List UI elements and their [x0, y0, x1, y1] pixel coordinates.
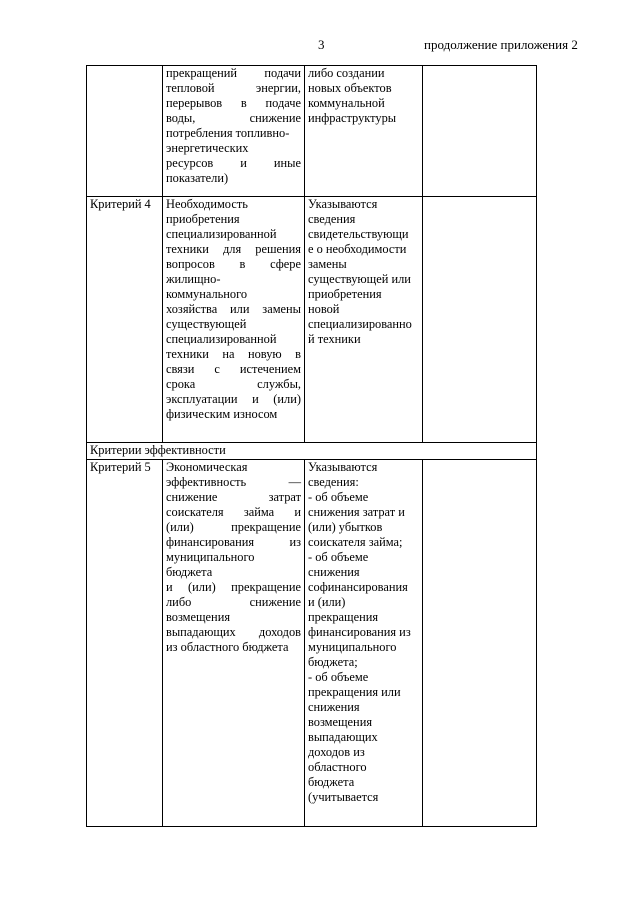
- text-line: новой: [308, 302, 340, 316]
- text-line: снижения затрат и: [308, 505, 405, 519]
- text-line: показатели): [166, 171, 229, 185]
- text-line: е о необходимости: [308, 242, 407, 256]
- criterion-4-empty: [423, 197, 537, 443]
- text-line: (учитывается: [308, 790, 379, 804]
- text-line: бюджета: [308, 775, 355, 789]
- text-line: либо снижение: [166, 595, 301, 609]
- text-line: существующей: [166, 317, 247, 331]
- text-line: (или) убытков: [308, 520, 383, 534]
- text-line: - об объеме: [308, 670, 369, 684]
- text-line: инфраструктуры: [308, 111, 397, 125]
- text-line: сведения:: [308, 475, 359, 489]
- text-line: замены: [308, 257, 347, 271]
- text-line: приобретения: [166, 212, 240, 226]
- text-line: муниципального: [166, 550, 255, 564]
- text-line: Необходимость: [166, 197, 248, 211]
- text-line: свидетельствующи: [308, 227, 409, 241]
- continuation-note: продолжение приложения 2: [424, 37, 578, 52]
- criteria-table: [86, 65, 537, 827]
- text-line: существующей или: [308, 272, 411, 286]
- carryover-label-cell: [87, 66, 163, 197]
- text-line: либо создании: [308, 66, 385, 80]
- text-line: жилищно-: [166, 272, 221, 286]
- text-line: Указываются: [308, 460, 378, 474]
- text-line: специализированной: [166, 227, 277, 241]
- text-line: связи с истечением: [166, 362, 301, 376]
- text-line: прекращений подачи: [166, 66, 301, 80]
- text-line: муниципального: [308, 640, 397, 654]
- text-line: финансирования из: [308, 625, 411, 639]
- text-line: - об объеме: [308, 550, 369, 564]
- text-line: приобретения: [308, 287, 382, 301]
- text-line: перерывов в подаче: [166, 96, 301, 110]
- text-line: снижения: [308, 700, 360, 714]
- text-line: новых объектов: [308, 81, 392, 95]
- text-line: хозяйства или замены: [166, 302, 301, 316]
- text-line: ресурсов и иные: [166, 156, 301, 170]
- criterion-4-info: [305, 197, 423, 443]
- section-title: Критерии эффективности: [87, 443, 537, 460]
- table-row-section: [87, 443, 537, 460]
- criterion-5-info: [305, 460, 423, 827]
- text-line: софинансирования: [308, 580, 408, 594]
- text-line: прекращения или: [308, 685, 401, 699]
- text-line: выпадающих доходов: [166, 625, 301, 639]
- text-line: - об объеме: [308, 490, 369, 504]
- criterion-4-description: [163, 197, 305, 443]
- text-line: соискателя займа;: [308, 535, 403, 549]
- text-line: (или) прекращение: [166, 520, 301, 534]
- text-line: техники для решения: [166, 242, 301, 256]
- text-line: коммунальной: [308, 96, 385, 110]
- text-line: выпадающих: [308, 730, 378, 744]
- text-line: тепловой энергии,: [166, 81, 301, 95]
- text-line: снижения: [308, 565, 360, 579]
- text-line: бюджета: [166, 565, 213, 579]
- table-row-criterion-5: [87, 460, 537, 827]
- text-line: физическим износом: [166, 407, 278, 421]
- text-line: прекращения: [308, 610, 379, 624]
- table-row-carryover: [87, 66, 537, 197]
- text-line: техники на новую в: [166, 347, 301, 361]
- text-line: потребления топливно-: [166, 126, 290, 140]
- table-row-criterion-4: [87, 197, 537, 443]
- text-line: возмещения: [308, 715, 373, 729]
- text-line: специализированной: [166, 332, 277, 346]
- text-line: й техники: [308, 332, 361, 346]
- text-line: энергетических: [166, 141, 249, 155]
- carryover-description-cell: [163, 66, 305, 197]
- text-line: специализированно: [308, 317, 412, 331]
- text-line: и (или): [308, 595, 346, 609]
- text-line: доходов из: [308, 745, 365, 759]
- text-line: Экономическая: [166, 460, 248, 474]
- text-line: из областного бюджета: [166, 640, 289, 654]
- criterion-4-label: Критерий 4: [87, 197, 163, 443]
- text-line: бюджета;: [308, 655, 358, 669]
- text-line: возмещения: [166, 610, 231, 624]
- text-line: соискателя займа и: [166, 505, 301, 519]
- text-line: вопросов в сфере: [166, 257, 301, 271]
- criterion-5-label: Критерий 5: [87, 460, 163, 827]
- criterion-5-description: [163, 460, 305, 827]
- text-line: срока службы,: [166, 377, 301, 391]
- text-line: и (или) прекращение: [166, 580, 301, 594]
- text-line: коммунального: [166, 287, 248, 301]
- text-line: финансирования из: [166, 535, 301, 549]
- text-line: воды, снижение: [166, 111, 301, 125]
- text-line: эффективность —: [166, 475, 301, 489]
- text-line: Указываются: [308, 197, 378, 211]
- carryover-empty-cell: [423, 66, 537, 197]
- criterion-5-empty: [423, 460, 537, 827]
- text-line: эксплуатации и (или): [166, 392, 301, 406]
- text-line: областного: [308, 760, 367, 774]
- carryover-info-cell: [305, 66, 423, 197]
- text-line: снижение затрат: [166, 490, 301, 504]
- page-number: 3: [318, 37, 325, 52]
- text-line: сведения: [308, 212, 356, 226]
